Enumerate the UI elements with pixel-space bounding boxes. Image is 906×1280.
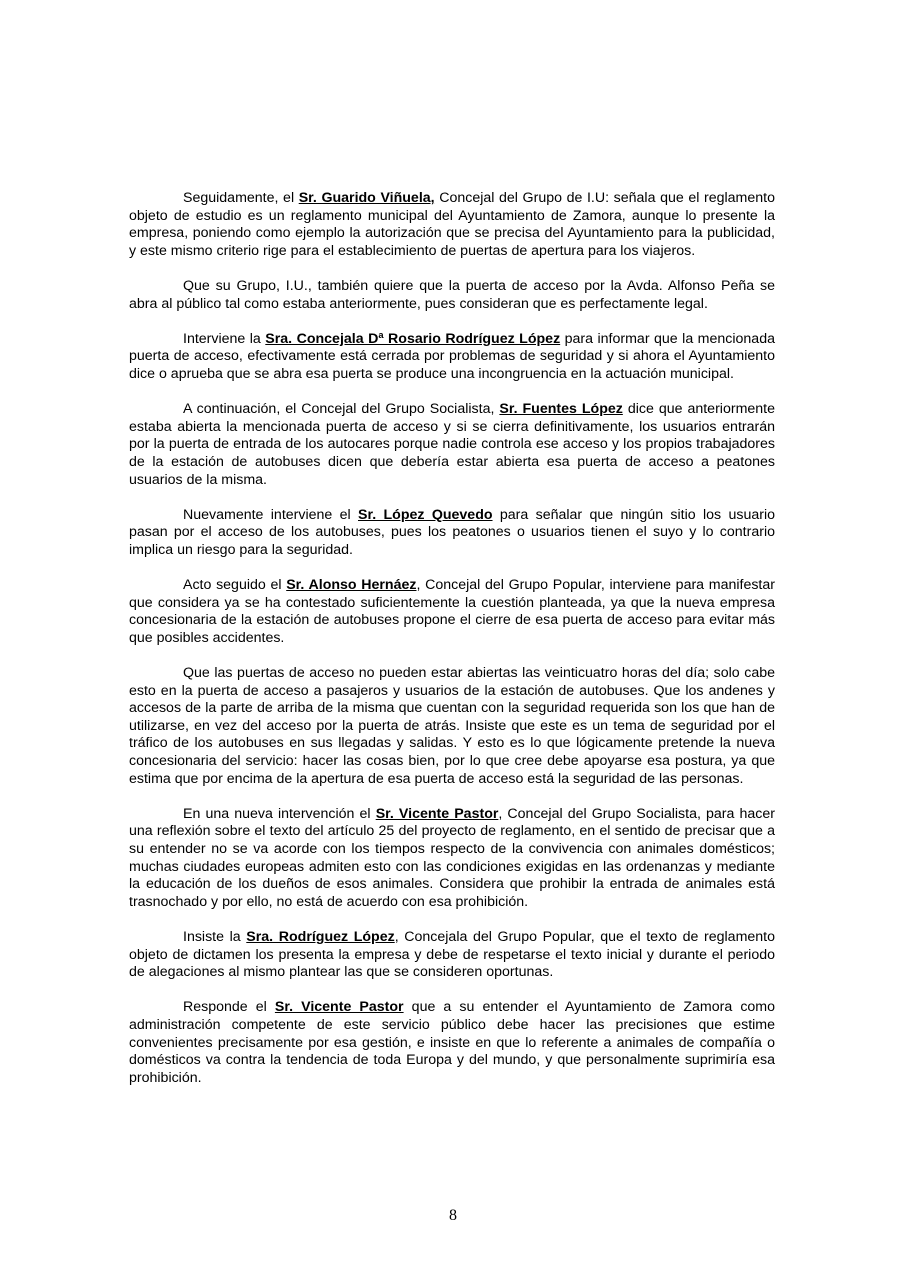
document-body	[129, 190, 775, 1105]
paragraph-text: Seguidamente, el	[183, 190, 299, 206]
speaker-name: Sr. Vicente Pastor	[375, 805, 499, 822]
paragraph	[129, 331, 775, 384]
page-number: 8	[449, 1207, 457, 1224]
speaker-name: Sra. Rodríguez López	[246, 928, 395, 945]
paragraph-text: Responde el	[183, 999, 275, 1016]
paragraph-text: Nuevamente interviene el	[183, 506, 359, 523]
paragraph-text: para informar que la mencionada puerta de acceso, efectivamente está cerrada por problemas de seguridad y si ahora el Ayuntamiento dice o aprueba que se abra esa puerta se produce una incongruencia en la actuación municipal.	[129, 330, 775, 382]
paragraph	[129, 999, 775, 1087]
speaker-name: Sr. Alonso Hernáez	[286, 577, 417, 594]
paragraph	[129, 190, 775, 260]
speaker-name: Sr. Vicente Pastor	[274, 999, 404, 1016]
paragraph-text: Que las puertas de acceso no pueden estar abiertas las veinticuatro horas del día; solo cabe esto en la puerta de acceso a pasajeros y usuarios de la estación de autobuses. Que los andenes y accesos de la parte de arriba de la misma que cuentan con la seguridad requerida son los que han de utilizarse, en vez del acceso por la puerta de atrás. Insiste que este es un tema de seguridad por el tráfico de los autobuses en sus llegadas y salidas. Y esto es lo que lógicamente pretende la nueva concesionaria del servicio: hacer las cosas bien, por lo que cree debe apoyarse esa postura, ya que estima que por encima de la apertura de esa puerta de acceso está la seguridad de las personas.	[129, 665, 775, 787]
speaker-name: Sr. Fuentes López	[499, 401, 623, 418]
paragraph-text: , Concejal del Grupo Popular, interviene para manifestar que considera ya se ha contestado suficientemente la cuestión planteada, ya que la nueva empresa concesionaria de la estación de autobuses propone el cierre de esa puerta de acceso para evitar más que posibles accidentes.	[129, 577, 775, 646]
paragraph-text: para señalar que ningún sitio los usuario pasan por el acceso de los autobuses, pues los peatones o usuarios tienen el suyo y lo contrario implica un riesgo para la seguridad.	[129, 506, 775, 558]
paragraph	[129, 806, 775, 912]
paragraph-text: , Concejal del Grupo Socialista, para hacer una reflexión sobre el texto del artículo 25 del proyecto de reglamento, en el sentido de precisar que a su entender no se va acorde con los tiempos respecto de la convivencia con animales domésticos; muchas ciudades europeas admiten esto con las condiciones exigidas en las ordenanzas y mediante la educación de los dueños de esos animales. Considera que prohibir la entrada de animales está trasnochado y por ello, no está de acuerdo con esa prohibición.	[129, 805, 775, 910]
paragraph-text: Concejal del Grupo de I.U: señala que el reglamento objeto de estudio es un reglamento municipal del Ayuntamiento de Zamora, aunque lo presente la empresa, poniendo como ejemplo la autorización que se precisa del Ayuntamiento para la publicidad, y este mismo criterio rige para el establecimiento de puertas de apertura para los viajeros.	[129, 190, 775, 259]
paragraph	[129, 665, 775, 788]
paragraph	[129, 577, 775, 647]
paragraph	[129, 401, 775, 489]
paragraph-text: que a su entender el Ayuntamiento de Zamora como administración competente de este servicio público debe hacer las precisiones que estime convenientes precisamente por esa gestión, e insiste en que lo referente a animales de compañía o domésticos va contra la tendencia de toda Europa y del mundo, y que personalmente suprimiría esa prohibición.	[129, 999, 776, 1086]
paragraph-text: Insiste la	[183, 928, 247, 945]
paragraph	[129, 929, 775, 982]
paragraph	[129, 278, 775, 313]
paragraph-text: Interviene la	[183, 330, 266, 347]
paragraph-text: A continuación, el Concejal del Grupo Socialista,	[183, 401, 500, 418]
paragraph	[129, 507, 775, 560]
speaker-name: Sra. Concejala Dª Rosario Rodríguez López	[265, 330, 561, 347]
paragraph-text: dice que anteriormente estaba abierta la mencionada puerta de acceso y si se cierra definitivamente, los usuarios entrarán por la puerta de entrada de los autocares porque nadie controla ese acceso y los propios trabajadores de la estación de autobuses dicen que debería estar abierta esa puerta de acceso a peatones usuarios de la misma.	[129, 401, 775, 488]
paragraph-text: En una nueva intervención el	[183, 805, 376, 822]
speaker-name: Sr. Guarido Viñuela,	[298, 190, 435, 206]
paragraph-text: Que su Grupo, I.U., también quiere que la puerta de acceso por la Avda. Alfonso Peña se abra al público tal como estaba anteriormente, pues consideran que es perfectamente legal.	[129, 277, 775, 312]
speaker-name: Sr. López Quevedo	[358, 506, 493, 523]
paragraph-text: Acto seguido el	[183, 577, 287, 594]
paragraph-text: , Concejala del Grupo Popular, que el texto de reglamento objeto de dictamen los presenta la empresa y debe de respetarse el texto inicial y durante el periodo de alegaciones al mismo plantear las que se consideren oportunas.	[129, 928, 775, 981]
